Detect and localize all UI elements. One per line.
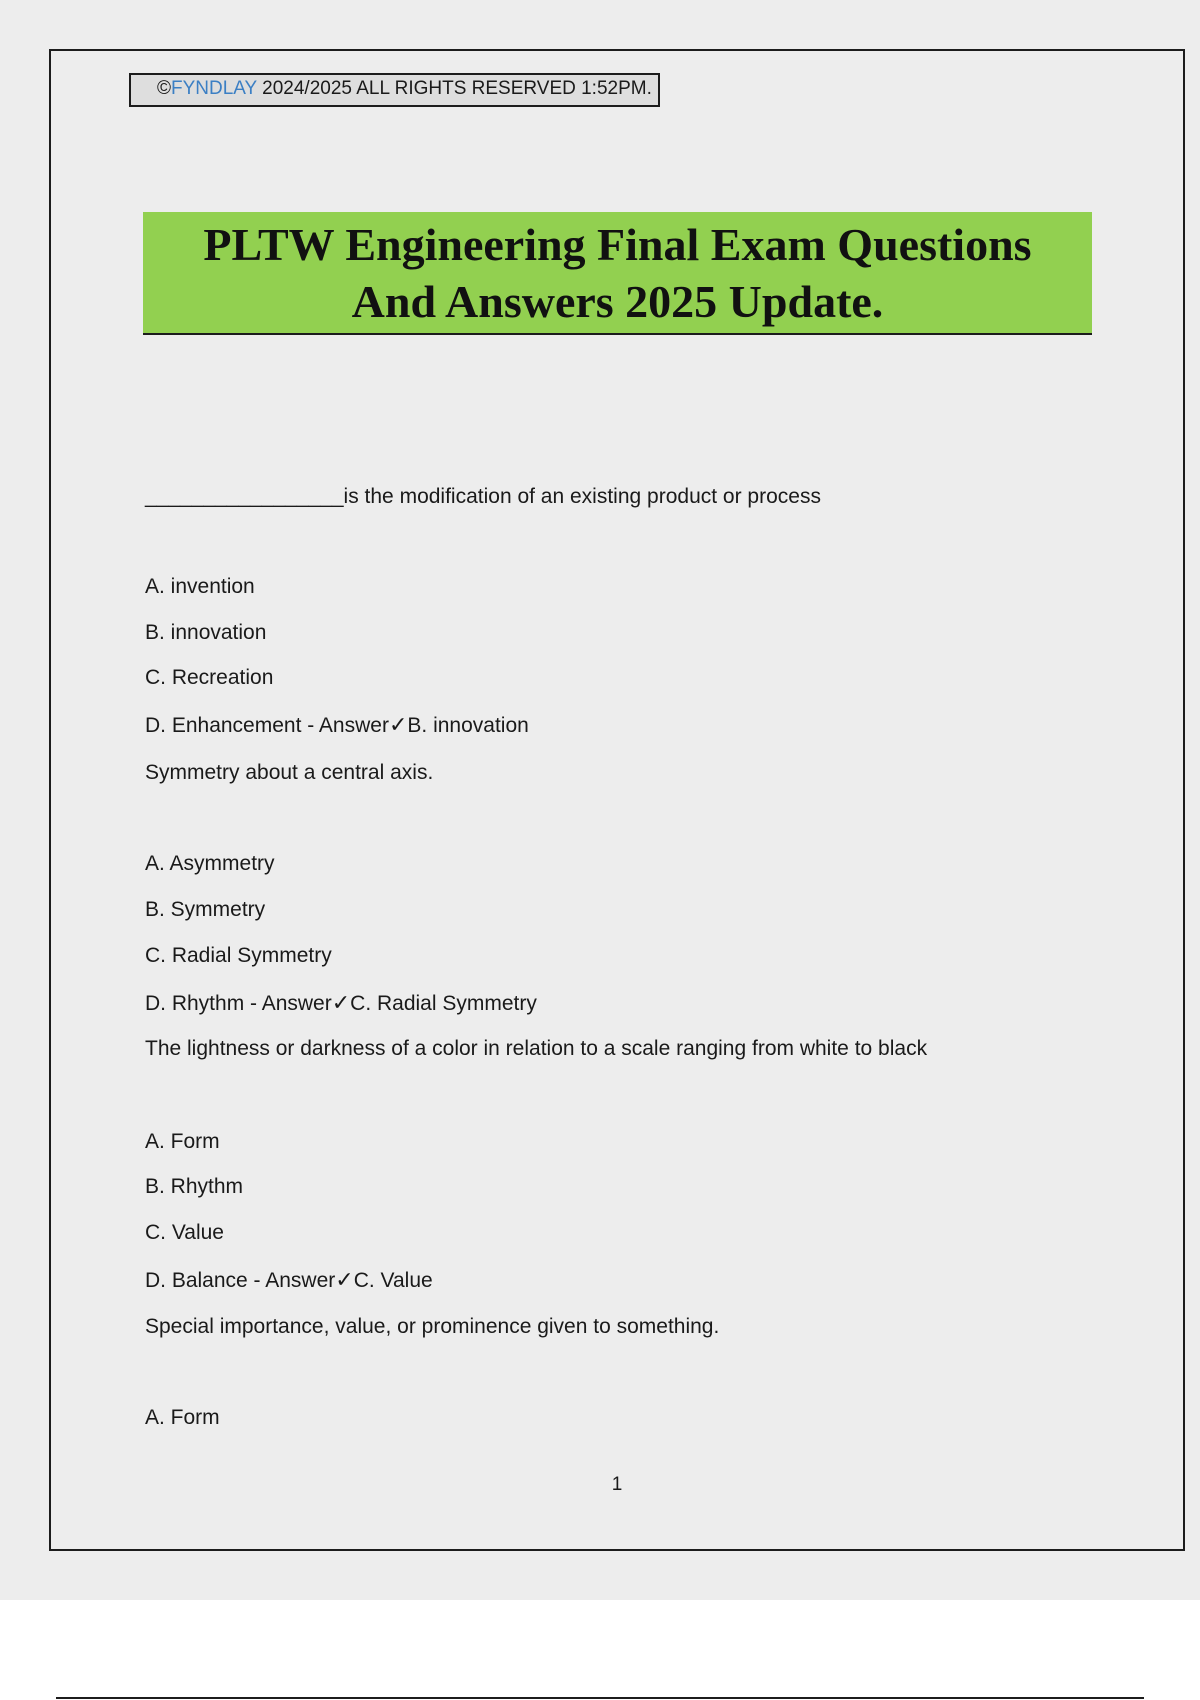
- correct-answer: C. Value: [353, 1269, 433, 1292]
- option: B. Symmetry: [145, 898, 266, 921]
- copyright-symbol: ©: [157, 78, 171, 99]
- correct-answer: C. Radial Symmetry: [350, 992, 537, 1015]
- option: D. Rhythm - Answer: [145, 992, 332, 1015]
- rights-text: 2024/2025 ALL RIGHTS RESERVED 1:52PM.: [256, 78, 652, 99]
- question-prompt: Special importance, value, or prominence given to something.: [145, 1315, 720, 1338]
- page-number: 1: [611, 1474, 623, 1495]
- option: A. invention: [145, 575, 255, 598]
- answer-line: [145, 713, 529, 739]
- copyright-banner: [129, 73, 660, 107]
- option: D. Enhancement - Answer: [145, 714, 389, 737]
- option: D. Balance - Answer: [145, 1269, 336, 1292]
- option: C. Radial Symmetry: [145, 944, 332, 967]
- check-icon: ✓: [331, 991, 351, 1016]
- correct-answer: B. innovation: [407, 714, 529, 737]
- answer-blank: _________________: [145, 485, 344, 508]
- question-prompt: Symmetry about a central axis.: [145, 761, 434, 784]
- question-prompt: The lightness or darkness of a color in relation to a scale ranging from white to black: [145, 1037, 928, 1060]
- option: A. Form: [145, 1406, 220, 1429]
- answer-line: [145, 991, 537, 1017]
- question-text: is the modification of an existing product or process: [343, 485, 821, 508]
- option: B. innovation: [145, 621, 267, 644]
- document-title: [143, 212, 1092, 335]
- option: A. Form: [145, 1130, 220, 1153]
- answer-line: [145, 1268, 433, 1294]
- title-line-1: PLTW Engineering Final Exam Questions: [203, 218, 1032, 270]
- option: C. Value: [145, 1221, 224, 1244]
- option: B. Rhythm: [145, 1175, 244, 1198]
- next-page-divider: [56, 1697, 1144, 1699]
- option: A. Asymmetry: [145, 852, 275, 875]
- check-icon: ✓: [388, 713, 408, 738]
- check-icon: ✓: [335, 1268, 354, 1293]
- question-prompt: [145, 484, 821, 510]
- title-line-2: And Answers 2025 Update.: [351, 275, 884, 327]
- option: C. Recreation: [145, 666, 274, 689]
- brand-name: FYNDLAY: [171, 78, 257, 99]
